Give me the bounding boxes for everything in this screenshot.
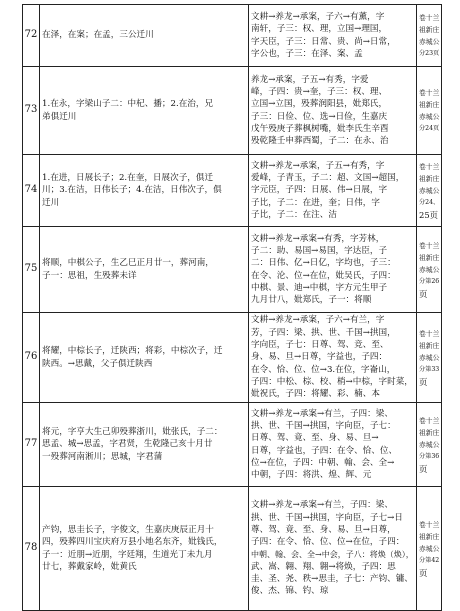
lineage-line: 子四：在令、恰、位、位→在位，子四： xyxy=(251,537,405,548)
row-number: 75 xyxy=(23,227,40,313)
lineage-line: 子四：中松、棕、校、梢→中棕，字时菜， xyxy=(251,376,413,387)
source-cell xyxy=(417,155,442,227)
lineage-line: 峰，子四：贵→奎，子三：权、理、 xyxy=(251,86,388,97)
table-row xyxy=(23,487,442,611)
lineage-cell xyxy=(249,403,417,487)
table-row xyxy=(23,403,442,487)
row-number: 76 xyxy=(23,313,40,403)
source-cell xyxy=(417,67,442,155)
lineage-line: 子比，子二：在注、洁 xyxy=(251,209,337,220)
description-line: 廿七，葬戴家岭，妣黄氏 xyxy=(42,561,137,572)
table-row xyxy=(23,155,442,227)
source-line: 分第33 xyxy=(419,365,440,373)
source-line: 页 xyxy=(419,463,428,474)
source-line: 赤城公 xyxy=(419,186,440,195)
lineage-cell xyxy=(249,227,417,313)
description-line: 将耀，中棕长子，迁陕西；将彩，中棕次子，迁 xyxy=(42,346,223,357)
source-line: 25页 xyxy=(419,209,439,220)
source-cell xyxy=(417,313,442,403)
lineage-line: 中朝，子四：将洪、煌、辉、元 xyxy=(251,470,372,481)
source-line: 卷十兰 xyxy=(419,162,440,171)
lineage-line: 拱、世、千国→拱国，字向臣，子七→日 xyxy=(251,512,403,523)
source-line: 卷十兰 xyxy=(419,416,440,425)
source-line: 祖新庄 xyxy=(419,100,440,109)
lineage-line: 身、易、旦→日尊，字益也，子四： xyxy=(251,352,388,363)
lineage-line: 中棋、景、迪→中棋，字方元生甲子 xyxy=(251,282,388,293)
source-line: 祖新庄 xyxy=(419,341,440,350)
source-line: 页 xyxy=(419,567,428,578)
lineage-line: 芳，子四：梁、拱、世、千国→拱国， xyxy=(251,327,396,338)
lineage-line: 日尊、驾、竟、至、身、易、旦→ xyxy=(251,433,379,444)
lineage-line: 尊、驾、竟、至、身、易、旦→日尊， xyxy=(251,524,396,535)
lineage-line: 戊午殁庚子葬枫树嘴，妣李氏生辛酉 xyxy=(251,123,389,134)
lineage-line: 中朝、翰、会、全→中会，子八：将焕（焕）， xyxy=(251,549,414,559)
description-line: 将元，字亨大生己卯殁葬浙川，妣张氏，子二： xyxy=(42,427,223,438)
lineage-line: 字公也，子三：在泽、案、孟 xyxy=(251,48,363,59)
source-line: 分第42 xyxy=(419,556,440,564)
description-cell xyxy=(40,155,249,227)
genealogy-table-page xyxy=(22,4,442,596)
lineage-line: 养龙→承案，子五→有秀，字爱 xyxy=(251,74,369,85)
source-line: 赤城公 xyxy=(419,353,440,362)
lineage-line: 圭、圣、尧、秩→思圭，子七：产钧、镛、 xyxy=(251,574,413,585)
lineage-cell xyxy=(249,487,417,611)
lineage-line: 文耕→养龙→承案→有兰，子四：梁、 xyxy=(251,500,393,511)
source-line: 卷十兰 xyxy=(419,13,440,22)
genealogy-table xyxy=(22,4,442,611)
source-line: 祖新庄 xyxy=(419,174,440,183)
lineage-line: 南轩，子三：权、理，立国→理国， xyxy=(251,24,388,35)
table-row xyxy=(23,313,442,403)
table-row xyxy=(23,67,442,155)
lineage-line: 爱峰，子青玉，子二：超、文国→超国， xyxy=(251,173,405,184)
description-cell xyxy=(40,403,249,487)
lineage-line: 子比，子二：在进，奎；日伟，字 xyxy=(251,197,380,208)
lineage-line: 文耕→养龙→承案→有秀，字芳林， xyxy=(251,233,385,244)
source-line: 赤城公 xyxy=(419,265,440,274)
description-line: 1.在永，字梁山子二：中杞、播；2.在治，兄 xyxy=(42,99,214,110)
source-line: 分24页 xyxy=(419,124,440,132)
lineage-line: 文耕→养龙→承案→有兰，子四：梁、 xyxy=(251,408,393,419)
source-cell xyxy=(417,227,442,313)
row-number: 73 xyxy=(23,67,40,155)
description-line: 产钧，思圭长子，字俊文，生嘉庆庚辰正月十 xyxy=(42,524,214,535)
description-line: 一殁葬河南淅川；思城，字君蒲 xyxy=(42,451,163,462)
lineage-line: 妣祝氏，子四：将耀、彩、楠、本 xyxy=(251,389,380,400)
row-number: 72 xyxy=(23,5,40,67)
table-row xyxy=(23,5,442,67)
description-cell xyxy=(40,313,249,403)
lineage-line: 字元臣，子四：日展、伟→日展，字 xyxy=(251,185,388,196)
lineage-line: 在令、沦、位→在位，妣吴氏，子四： xyxy=(251,270,396,281)
description-line: 陕西。→思戴，父子俱迁陕西 xyxy=(42,358,153,369)
source-line: 分24、 xyxy=(419,198,440,206)
lineage-line: 子二：助、易国→易国，字达臣，子 xyxy=(251,245,388,256)
lineage-cell xyxy=(249,67,417,155)
lineage-line: 立国→立国，殁葬润阳县，妣郑氏， xyxy=(251,99,388,110)
source-line: 赤城公 xyxy=(419,440,440,449)
description-cell xyxy=(40,227,249,313)
lineage-line: 文耕→养龙→承案，子六→有薰，字 xyxy=(251,11,385,22)
description-cell xyxy=(40,487,249,611)
description-line: 在泽，在案；在孟，三公迁川 xyxy=(42,30,154,41)
source-cell xyxy=(417,5,442,67)
lineage-line: 在令、恰、位、位→3.在位，字崙山， xyxy=(251,364,396,375)
source-cell xyxy=(417,487,442,611)
source-line: 卷十兰 xyxy=(419,241,440,250)
description-line: 子一：近朋→近朋，字廷翔，生道光丁未九月 xyxy=(42,549,213,560)
lineage-line: 文耕→养龙→承案，子六→有兰，字 xyxy=(251,315,385,326)
lineage-line: 拱、世、千国→拱国，字向臣，子七： xyxy=(251,420,396,431)
source-line: 分第36 xyxy=(419,452,440,460)
source-line: 祖新庄 xyxy=(419,428,440,437)
lineage-line: 武、嵩、翱、翔、翱→将焕，子四：思 xyxy=(251,561,396,572)
description-cell xyxy=(40,67,249,155)
description-line: 四，殁葬四川宝庆府万县小地名东齐，妣钱氏， xyxy=(42,537,223,548)
description-line: 将顺，中棋公子，生乙巳正月廿一，葬河南， xyxy=(42,258,214,269)
source-line: 页 xyxy=(419,288,428,299)
source-line: 祖新庄 xyxy=(419,253,440,262)
source-line: 卷十兰 xyxy=(419,329,440,338)
source-line: 卷十兰 xyxy=(419,88,440,97)
lineage-line: 字天臣，子三：日常、贵、尚→日常， xyxy=(251,36,396,47)
lineage-line: 日尊，字益也，子四：在令、恰、位、 xyxy=(251,445,398,456)
lineage-line: 殁乾隆壬申葬西蜀，子二：在永、治 xyxy=(251,136,389,147)
source-line: 卷十兰 xyxy=(419,520,440,529)
description-cell xyxy=(40,5,249,67)
lineage-line: 二：日伟、亿→日亿，字均也，子三： xyxy=(251,258,396,269)
row-number: 78 xyxy=(23,487,40,611)
description-line: 子一：思祖，生殁葬未详 xyxy=(42,270,137,281)
description-line: 1.在进，日展长子；2.在奎，日展次子，俱迁 xyxy=(42,173,214,184)
source-line: 页 xyxy=(419,376,428,387)
lineage-cell xyxy=(249,313,417,403)
source-line: 赤城公 xyxy=(419,544,440,553)
lineage-line: 位→在位，子四：中朝、翰、会、全→ xyxy=(251,457,395,468)
table-body xyxy=(23,5,442,611)
source-line: 赤城公 xyxy=(419,37,440,46)
source-line: 分23页 xyxy=(419,49,440,57)
lineage-line: 俊、杰、锦、钓、琼 xyxy=(251,586,329,597)
source-cell xyxy=(417,403,442,487)
description-line: 弟俱迁川 xyxy=(42,111,77,122)
lineage-cell xyxy=(249,5,417,67)
description-line: 迁川 xyxy=(42,197,60,208)
lineage-cell xyxy=(249,155,417,227)
source-line: 分第26 xyxy=(419,277,440,285)
source-line: 祖新庄 xyxy=(419,25,440,34)
source-line: 赤城公 xyxy=(419,112,440,121)
description-line: 思孟、城→思孟，字君贤，生乾隆己亥十月廿 xyxy=(42,439,213,450)
description-line: 川；3.在洁，日伟长子；4.在洁，日伟次子，俱 xyxy=(42,185,222,196)
row-number: 74 xyxy=(23,155,40,227)
source-line: 祖新庄 xyxy=(419,532,440,541)
lineage-line: 九月廿八，妣郑氏，子一：将顺 xyxy=(251,295,372,306)
lineage-line: 字向臣，子七：日尊、驾、竞、至、 xyxy=(251,340,389,351)
row-number: 77 xyxy=(23,403,40,487)
table-row xyxy=(23,227,442,313)
lineage-line: 子三：日俭、位、选→日俭，生嘉庆 xyxy=(251,111,388,122)
lineage-line: 文耕→养龙→承案，子五→有秀，字 xyxy=(251,160,385,171)
